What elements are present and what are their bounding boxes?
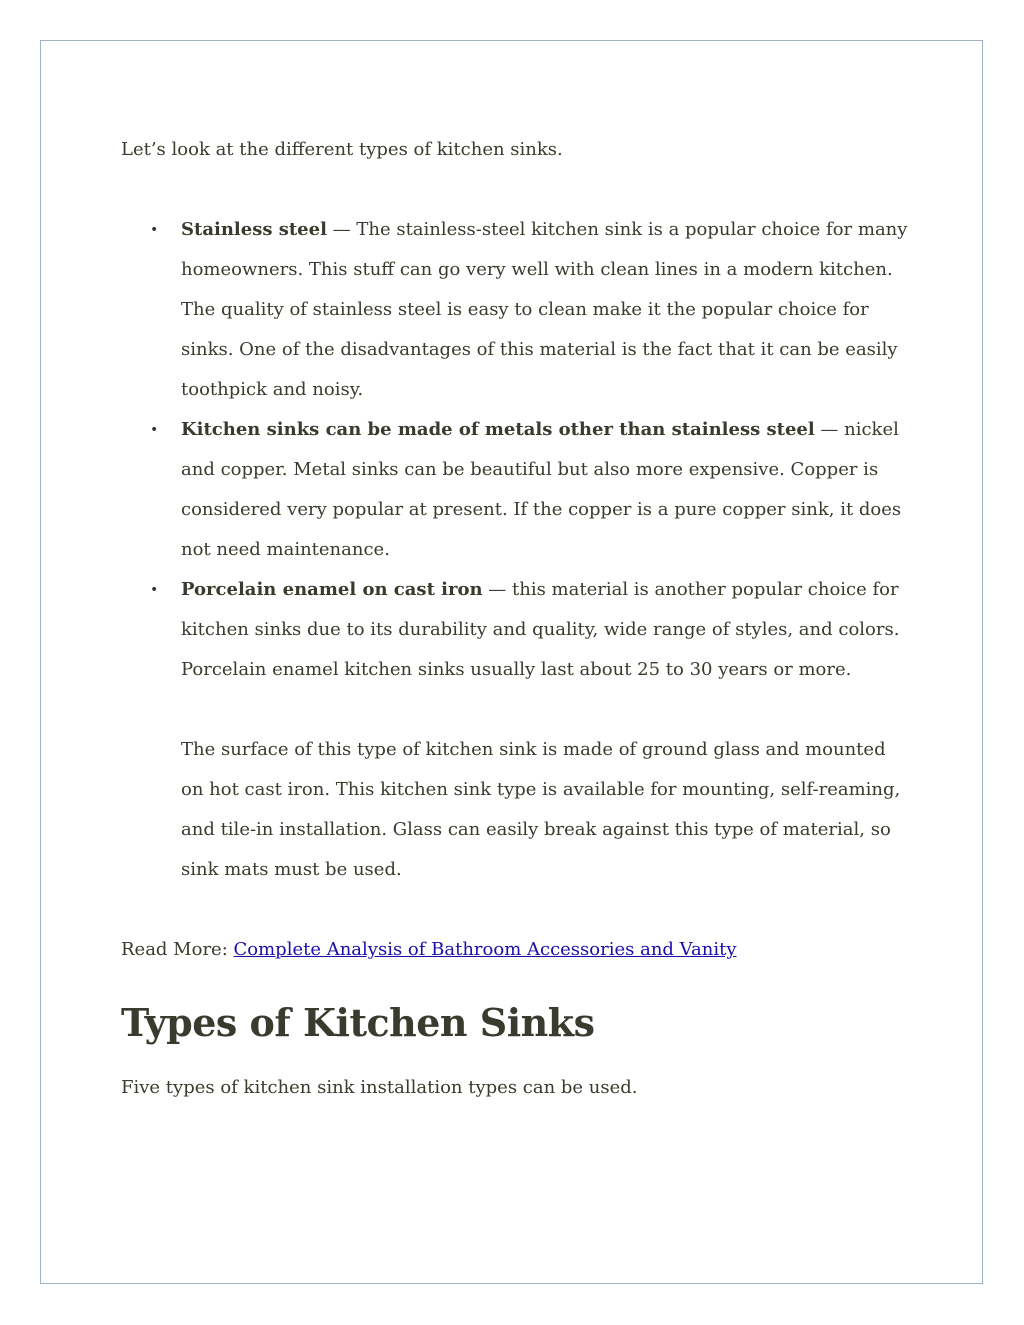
sink-types-list bbox=[121, 210, 911, 690]
list-item-other-metals bbox=[150, 410, 911, 570]
document-body bbox=[121, 130, 911, 1108]
porcelain-detail-paragraph: The surface of this type of kitchen sink is made of ground glass and mounted on hot cast iron. This kitchen sink type is available for mounting, self-reaming, and tile-in installation. Glass can easily break against this type of material, so sink mats must be used. bbox=[181, 739, 901, 880]
list-item-stainless-steel bbox=[150, 210, 911, 410]
list-item-text: — The stainless-steel kitchen sink is a popular choice for many homeowners. This stuff can go very well with clean lines in a modern kitchen. The quality of stainless steel is easy to clean make it the popular choice for sinks. One of the disadvantages of this material is the fact that it can be easily toothpick and noisy. bbox=[181, 219, 908, 400]
list-item-term: Porcelain enamel on cast iron bbox=[181, 579, 483, 600]
section-heading: Types of Kitchen Sinks bbox=[121, 1000, 595, 1045]
list-item-term: Kitchen sinks can be made of metals other than stainless steel bbox=[181, 419, 815, 440]
intro-paragraph: Let’s look at the different types of kitchen sinks. bbox=[121, 139, 563, 160]
read-more-link[interactable]: Complete Analysis of Bathroom Accessories and Vanity bbox=[233, 939, 737, 960]
read-more-label: Read More: bbox=[121, 939, 234, 960]
list-item-text: — this material is another popular choice for kitchen sinks due to its durability and quality, wide range of styles, and colors. Porcelain enamel kitchen sinks usually last about 25 to 30 years or more. bbox=[181, 579, 900, 680]
read-more-line bbox=[121, 930, 911, 970]
list-item-term: Stainless steel bbox=[181, 219, 327, 240]
bullet-icon: • bbox=[150, 222, 159, 238]
list-item-text: — nickel and copper. Metal sinks can be beautiful but also more expensive. Copper is considered very popular at present. If the copper is a pure copper sink, it does not need maintenance. bbox=[181, 419, 902, 560]
section-paragraph: Five types of kitchen sink installation types can be used. bbox=[121, 1077, 638, 1098]
bullet-icon: • bbox=[150, 422, 159, 438]
list-item-porcelain-enamel bbox=[150, 570, 911, 690]
bullet-icon: • bbox=[150, 582, 159, 598]
